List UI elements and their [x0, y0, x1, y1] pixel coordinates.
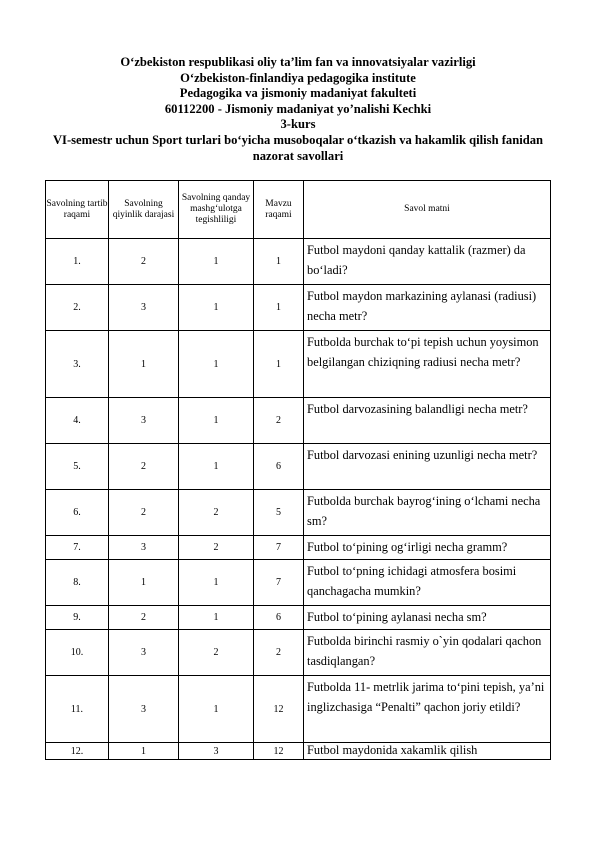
cell-question-text: Futbolda birinchi rasmiy o`yin qodalari qachon tasdiqlangan? — [304, 630, 551, 676]
cell-number: 6. — [46, 490, 109, 536]
table-row — [46, 606, 551, 630]
cell-number: 1. — [46, 239, 109, 285]
cell-topic: 12 — [254, 743, 304, 760]
cell-difficulty: 3 — [109, 398, 179, 444]
cell-difficulty: 1 — [109, 331, 179, 398]
table-row — [46, 743, 551, 760]
cell-lesson-type: 1 — [179, 331, 254, 398]
cell-difficulty: 3 — [109, 676, 179, 743]
cell-question-text: Futbol darvozasining balandligi necha metr? — [304, 398, 551, 444]
cell-topic: 7 — [254, 536, 304, 560]
ministry-title: O‘zbekiston respublikasi oliy ta’lim fan va innovatsiyalar vazirligi — [120, 55, 476, 69]
column-header-difficulty: Savolning qiyinlik darajasi — [109, 181, 179, 239]
column-header-lesson-type: Savolning qanday mashg‘ulotga tegishliligi — [179, 181, 254, 239]
cell-lesson-type: 3 — [179, 743, 254, 760]
cell-question-text: Futbol to‘pining og‘irligi necha gramm? — [304, 536, 551, 560]
cell-question-text: Futbol maydonida xakamlik qilish — [304, 743, 551, 760]
table-row — [46, 676, 551, 743]
cell-lesson-type: 1 — [179, 239, 254, 285]
cell-topic: 2 — [254, 630, 304, 676]
table-row — [46, 398, 551, 444]
cell-topic: 2 — [254, 398, 304, 444]
cell-lesson-type: 1 — [179, 676, 254, 743]
cell-difficulty: 3 — [109, 536, 179, 560]
cell-question-text: Futbol darvozasi enining uzunligi necha metr? — [304, 444, 551, 490]
table-row — [46, 630, 551, 676]
cell-topic: 1 — [254, 331, 304, 398]
table-header-row — [46, 181, 551, 239]
cell-topic: 12 — [254, 676, 304, 743]
cell-number: 4. — [46, 398, 109, 444]
cell-number: 10. — [46, 630, 109, 676]
cell-lesson-type: 2 — [179, 630, 254, 676]
table-row — [46, 560, 551, 606]
cell-question-text: Futbolda burchak bayrog‘ining o‘lchami necha sm? — [304, 490, 551, 536]
table-row — [46, 331, 551, 398]
table-row — [46, 490, 551, 536]
cell-question-text: Futbol maydon markazining aylanasi (radiusi) necha metr? — [304, 285, 551, 331]
course-title: 3-kurs — [280, 117, 316, 132]
cell-topic: 5 — [254, 490, 304, 536]
cell-difficulty: 2 — [109, 444, 179, 490]
cell-number: 7. — [46, 536, 109, 560]
questions-table — [45, 180, 551, 760]
table-row — [46, 444, 551, 490]
cell-lesson-type: 1 — [179, 444, 254, 490]
cell-difficulty: 2 — [109, 239, 179, 285]
cell-difficulty: 2 — [109, 490, 179, 536]
cell-difficulty: 3 — [109, 285, 179, 331]
cell-number: 2. — [46, 285, 109, 331]
cell-lesson-type: 2 — [179, 490, 254, 536]
cell-topic: 1 — [254, 285, 304, 331]
table-row — [46, 285, 551, 331]
cell-lesson-type: 1 — [179, 560, 254, 606]
column-header-number: Savolning tartib raqami — [46, 181, 109, 239]
column-header-question-text: Savol matni — [304, 181, 551, 239]
cell-topic: 7 — [254, 560, 304, 606]
cell-lesson-type: 1 — [179, 606, 254, 630]
cell-number: 8. — [46, 560, 109, 606]
program-title: 60112200 - Jismoniy madaniyat yo’nalishi Kechki — [164, 101, 432, 116]
cell-difficulty: 3 — [109, 630, 179, 676]
cell-number: 12. — [46, 743, 109, 760]
cell-number: 5. — [46, 444, 109, 490]
cell-topic: 6 — [254, 444, 304, 490]
cell-number: 3. — [46, 331, 109, 398]
cell-difficulty: 1 — [109, 560, 179, 606]
document-header — [40, 55, 556, 164]
cell-difficulty: 1 — [109, 743, 179, 760]
cell-number: 9. — [46, 606, 109, 630]
cell-topic: 6 — [254, 606, 304, 630]
cell-question-text: Futbol to‘pining aylanasi necha sm? — [304, 606, 551, 630]
cell-lesson-type: 1 — [179, 398, 254, 444]
institute-title: O‘zbekiston-finlandiya pedagogika institute — [180, 70, 416, 85]
cell-difficulty: 2 — [109, 606, 179, 630]
cell-question-text: Futbolda 11- metrlik jarima to‘pini tepish, ya’ni inglizchasiga “Penalti” qachon joriy etildi? — [304, 676, 551, 743]
cell-lesson-type: 1 — [179, 285, 254, 331]
cell-number: 11. — [46, 676, 109, 743]
subject-title: VI-semestr uchun Sport turlari bo‘yicha musoboqalar o‘tkazish va hakamlik qilish fanidan nazorat savollari — [52, 132, 544, 163]
column-header-topic: Mavzu raqami — [254, 181, 304, 239]
cell-lesson-type: 2 — [179, 536, 254, 560]
cell-topic: 1 — [254, 239, 304, 285]
table-row — [46, 239, 551, 285]
table-row — [46, 536, 551, 560]
cell-question-text: Futbolda burchak to‘pi tepish uchun yoysimon belgilangan chiziqning radiusi necha metr? — [304, 331, 551, 398]
cell-question-text: Futbol to‘pning ichidagi atmosfera bosimi qanchagacha mumkin? — [304, 560, 551, 606]
cell-question-text: Futbol maydoni qanday kattalik (razmer) da bo‘ladi? — [304, 239, 551, 285]
faculty-title: Pedagogika va jismoniy madaniyat fakulteti — [179, 86, 417, 101]
